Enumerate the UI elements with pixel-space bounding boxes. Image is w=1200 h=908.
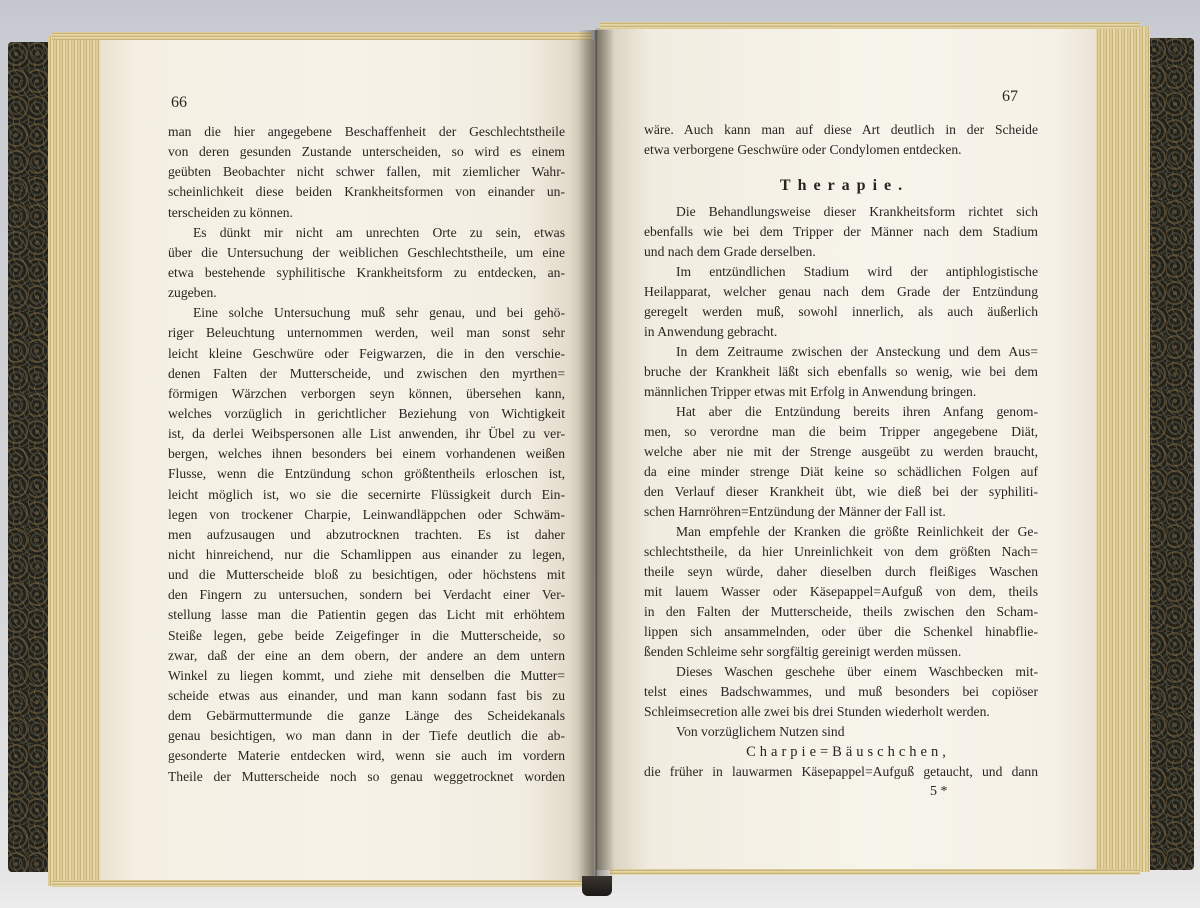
- paragraph: [644, 120, 1038, 160]
- text-line: telst eines Badschwammes, und muß besonders bei copiöser: [644, 684, 1038, 699]
- spine-binding: [582, 876, 612, 896]
- text-line: Heilapparat, welcher genau nach dem Grade der Entzündung: [644, 284, 1038, 299]
- text-line: über die Untersuchung der weiblichen Geschlechtstheile, um eine: [168, 244, 565, 260]
- paragraph: [644, 262, 1038, 342]
- paragraph: [644, 342, 1038, 402]
- text-line: mit lauem Wasser oder Käsepappel=Aufguß von dem, theils: [644, 584, 1038, 599]
- left-page-top-edge: [52, 32, 592, 40]
- paragraph: [644, 402, 1038, 522]
- right-page-text: [644, 120, 1038, 802]
- left-page-bottom-edge: [52, 880, 582, 887]
- text-line: Man empfehle der Kranken die größte Reinlichkeit der Ge-: [676, 524, 1038, 539]
- paragraph: [168, 303, 565, 786]
- text-line: riger Beleuchtung unternommen werden, weil man sonst sehr: [168, 325, 565, 341]
- text-line: zugeben.: [168, 285, 217, 301]
- paragraph: [644, 722, 1038, 742]
- text-line: welches vorzüglich in gerichtlicher Beziehung von Wichtigkeit: [168, 405, 565, 421]
- text-line: Flusse, wenn die Entzündung schon größtentheils erloschen ist,: [168, 466, 565, 482]
- text-line: denen Falten der Mutterscheide, und zwischen den myrthen=: [168, 365, 565, 381]
- text-line: ebenfalls wie bei dem Tripper der Männer nach dem Stadium: [644, 224, 1038, 239]
- text-line: Theile der Mutterscheide noch so genau weggetrocknet worden: [168, 768, 565, 784]
- text-line: in Anwendung gebracht.: [644, 324, 778, 339]
- text-line: scheinlichkeit diese beiden Krankheitsformen von einander un-: [168, 184, 565, 200]
- text-line: Eine solche Untersuchung muß sehr genau, und bei gehö-: [193, 305, 565, 321]
- text-line: geübten Beobachter nicht schwer fallen, mit ziemlicher Wahr-: [168, 164, 565, 180]
- text-line: dem Gebärmuttermunde die ganze Länge des Scheidekanals: [168, 708, 565, 724]
- text-line: bruche der Krankheit läßt sich ebenfalls so wenig, wie bei dem: [644, 364, 1038, 379]
- text-line: Dieses Waschen geschehe über einem Waschbecken mit-: [676, 664, 1038, 679]
- left-page-edges: [48, 36, 106, 886]
- text-line: terscheiden zu können.: [168, 204, 293, 220]
- text-line: Die Behandlungsweise dieser Krankheitsform richtet sich: [676, 204, 1038, 219]
- paragraph: [168, 223, 565, 304]
- right-page-bottom-edge: [610, 869, 1140, 875]
- text-line: und nach dem Grade derselben.: [644, 244, 816, 259]
- paragraph: [644, 202, 1038, 262]
- text-line: Steiße legen, gebe beide Zeigefinger in die Mutterscheide, so: [168, 627, 565, 643]
- text-line: etwa verborgene Geschwüre oder Condylomen entdecken.: [644, 142, 962, 157]
- text-line: Winkel zu liegen kommt, und ziehe mit denselben die Mutter=: [168, 667, 565, 683]
- right-page-edges: [1092, 26, 1150, 872]
- text-line: men aufzusaugen und abzutrocknen trachten. Es ist daher: [168, 526, 565, 542]
- text-line: ßenden Schleime sehr sorgfältig gereinigt werden müssen.: [644, 644, 962, 659]
- text-line: geregelt werden muß, sowohl innerlich, als auch äußerlich: [644, 304, 1038, 319]
- text-line: welche aber nie mit der Strenge ausgeübt zu werden braucht,: [644, 444, 1038, 459]
- paragraph: [644, 762, 1038, 782]
- text-line: den Fingern zu untersuchen, sondern bei Verdacht einer Ver-: [168, 587, 565, 603]
- text-line: da eine minder strenge Diät keine so schädlichen Folgen auf: [644, 464, 1038, 479]
- left-page-text: [168, 122, 565, 787]
- text-line: den Verlauf dieser Krankheit übt, wie dieß bei der syphiliti-: [644, 484, 1038, 499]
- paragraph: [644, 522, 1038, 662]
- section-heading: Therapie.: [779, 177, 910, 194]
- paragraph: [168, 122, 565, 223]
- text-line: In dem Zeitraume zwischen der Ansteckung und dem Aus=: [676, 344, 1038, 359]
- text-line: Im entzündlichen Stadium wird der antiphlogistische: [676, 264, 1038, 279]
- text-line: gesonderte Materie entdecken wird, wenn sie auch im vordern: [168, 748, 565, 764]
- text-line: leicht kleine Geschwüre oder Feigwarzen, die in den verschie-: [168, 345, 565, 361]
- text-line: ist, da derlei Weibspersonen alle List anwenden, ihr Übel zu ver-: [168, 426, 565, 442]
- text-line: schlechtstheile, da hier Unreinlichkeit von dem größten Nach=: [644, 544, 1038, 559]
- text-line: etwa bestehende syphilitische Krankheitsform zu entdecken, an-: [168, 264, 565, 280]
- right-cover-marbled: [1146, 38, 1194, 870]
- text-line: die früher in lauwarmen Käsepappel=Aufguß getaucht, und dann: [644, 764, 1038, 779]
- text-line: bergen, welches ihnen besonders bei einem vorhandenen weißen: [168, 446, 565, 462]
- text-line: Hat aber die Entzündung bereits ihren Anfang genom-: [676, 404, 1038, 419]
- text-line: förmigen Wärzchen verborgen seyn können, übersehen kann,: [168, 385, 565, 401]
- right-page-number: 67: [1002, 88, 1018, 105]
- text-line: nicht hinreichend, nur die Schamlippen aus einander zu legen,: [168, 546, 565, 562]
- text-line: leicht möglich ist, wo sie die secernirte Flüssigkeit durch Ein-: [168, 486, 565, 502]
- text-line: men, so verordne man die beim Tripper angegebene Diät,: [644, 424, 1038, 439]
- right-page-top-edge: [600, 22, 1140, 29]
- paragraph: [644, 662, 1038, 722]
- text-line: lippen sich ansammelnden, oder über die Schenkel hinabflie-: [644, 624, 1038, 639]
- text-line: zwar, daß der eine an dem obern, der andere an dem untern: [168, 647, 565, 663]
- spaced-subheading: Charpie=Bäuschchen,: [746, 744, 950, 760]
- left-cover-marbled: [8, 42, 52, 872]
- text-line: theile seyn würde, daher dieselben durch fleißiges Waschen: [644, 564, 1038, 579]
- text-line: man die hier angegebene Beschaffenheit der Geschlechtstheile: [168, 124, 565, 139]
- text-line: Schleimsecretion alle zwei bis drei Stunden wiederholt werden.: [644, 704, 990, 719]
- text-line: schen Harnröhren=Entzündung der Männer der Fall ist.: [644, 504, 946, 519]
- text-line: scheide etwas aus einander, und man kann sodann fast bis zu: [168, 687, 565, 703]
- text-line: wäre. Auch kann man auf diese Art deutlich in der Scheide: [644, 122, 1038, 137]
- text-line: genau besichtigen, wo man dann in der Tiefe deutlich die ab-: [168, 728, 565, 744]
- text-line: legen von trockener Charpie, Leinwandläppchen oder Schwäm-: [168, 506, 565, 522]
- text-line: stellung lasse man die Patientin gegen das Licht mit erhöhtem: [168, 607, 565, 623]
- text-line: von deren gesunden Zustande unterscheiden, so wird es einem: [168, 144, 565, 160]
- left-page-number: 66: [171, 94, 187, 111]
- text-line: männlichen Tripper etwas mit Erfolg in Anwendung bringen.: [644, 384, 977, 399]
- text-line: Von vorzüglichem Nutzen sind: [676, 724, 845, 739]
- text-line: Es dünkt mir nicht am unrechten Orte zu sein, etwas: [193, 224, 565, 240]
- text-line: in den Falten der Mutterscheide, theils zwischen den Scham-: [644, 604, 1038, 619]
- book-gutter-shadow: [578, 30, 614, 882]
- printer-signature-mark: 5 *: [930, 784, 948, 799]
- text-line: und die Mutterscheide bloß zu besichtigen, oder höchstens mit: [168, 567, 565, 583]
